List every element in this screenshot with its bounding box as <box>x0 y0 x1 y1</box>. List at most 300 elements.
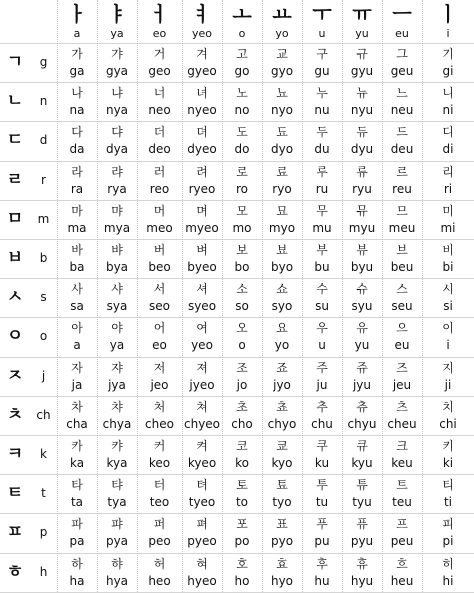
syllable: 댜 <box>111 125 123 140</box>
syllable: 려 <box>196 164 208 179</box>
syllable: 뇨 <box>276 86 288 101</box>
vowel-romanization-yo: yo <box>275 27 289 40</box>
vowel-romanization-yu: yu <box>355 27 369 40</box>
syllable-romanization: ma <box>67 220 87 235</box>
syllable-romanization: kyeo <box>187 456 217 470</box>
syllable-romanization: chya <box>102 416 132 431</box>
vowel-header-o: ㅗ <box>232 3 252 25</box>
syllable-romanization: ku <box>314 456 330 470</box>
syllable-romanization: teo <box>149 495 170 510</box>
syllable: 오 <box>236 321 248 336</box>
syllable: 커 <box>153 439 166 453</box>
vowel-romanization-eo: eo <box>152 27 167 40</box>
syllable: 나 <box>71 86 83 101</box>
syllable-romanization: bi <box>442 260 454 274</box>
syllable-romanization: nya <box>105 103 129 118</box>
syllable-romanization: jya <box>108 377 126 392</box>
syllable-romanization: reo <box>149 181 170 196</box>
syllable-romanization: mo <box>232 220 252 235</box>
syllable-romanization: tyu <box>352 495 372 510</box>
syllable: 튜 <box>356 478 368 493</box>
syllable: 쟈 <box>111 360 123 375</box>
syllable-romanization: keo <box>148 456 171 470</box>
syllable-romanization: ya <box>109 338 125 353</box>
vowel-header-i: ㅣ <box>438 3 458 25</box>
consonant-romanization-d: d <box>39 133 48 148</box>
syllable-romanization: eu <box>394 338 410 353</box>
syllable-romanization: ka <box>69 456 85 470</box>
consonant-romanization-o: o <box>39 329 48 344</box>
syllable-romanization: sya <box>106 299 128 314</box>
syllable: 루 <box>316 164 328 179</box>
syllable-romanization: myo <box>268 220 296 235</box>
syllable: 두 <box>316 125 328 140</box>
syllable-romanization: pu <box>314 534 330 549</box>
syllable-romanization: jeo <box>150 377 169 392</box>
syllable: 유 <box>356 321 368 336</box>
syllable: 뉴 <box>356 86 368 101</box>
syllable: 펴 <box>196 517 208 532</box>
syllable: 누 <box>316 86 328 101</box>
syllable: 죠 <box>276 360 288 375</box>
vowel-header-eu: ㅡ <box>392 3 412 25</box>
syllable-romanization: cheo <box>145 416 174 431</box>
syllable-romanization: ho <box>234 573 250 588</box>
syllable-romanization: kyu <box>351 456 373 470</box>
syllable: 르 <box>396 164 408 179</box>
syllable: 므 <box>396 203 408 218</box>
syllable-romanization: gyu <box>350 64 374 78</box>
syllable: 며 <box>196 203 208 218</box>
syllable-romanization: dyeo <box>187 142 217 157</box>
syllable: 쥬 <box>356 360 368 375</box>
syllable-romanization: gyo <box>270 64 294 78</box>
vowel-header-yo: ㅛ <box>272 3 292 25</box>
syllable-romanization: beu <box>390 260 414 274</box>
row-divider <box>0 82 474 83</box>
row-divider <box>0 239 474 240</box>
vowel-romanization-yeo: yeo <box>191 27 212 40</box>
syllable: 됴 <box>276 125 288 140</box>
syllable: 가 <box>71 47 83 61</box>
consonant-romanization-r: r <box>41 172 46 187</box>
row-divider <box>0 161 474 162</box>
row-divider <box>0 200 474 201</box>
syllable: 피 <box>442 517 454 532</box>
consonant-romanization-t: t <box>41 486 46 501</box>
syllable-romanization: myeo <box>185 220 219 235</box>
syllable-romanization: kyo <box>271 456 293 470</box>
syllable-romanization: hu <box>314 573 330 588</box>
row-divider <box>0 553 474 554</box>
syllable: 묘 <box>276 203 288 218</box>
syllable: 코 <box>236 439 248 453</box>
syllable: 쵸 <box>276 399 288 414</box>
syllable: 티 <box>442 478 454 493</box>
syllable: 카 <box>71 439 83 453</box>
syllable: 허 <box>153 556 166 571</box>
syllable-romanization: pi <box>442 534 454 549</box>
syllable: 리 <box>442 164 454 179</box>
syllable: 퍄 <box>111 517 123 532</box>
syllable-romanization: dyo <box>270 142 294 157</box>
syllable-romanization: do <box>234 142 250 157</box>
syllable: 머 <box>153 203 166 218</box>
syllable: 뵤 <box>276 243 288 257</box>
syllable-romanization: deu <box>390 142 414 157</box>
syllable: 러 <box>153 164 166 179</box>
syllable-romanization: eo <box>152 338 167 353</box>
syllable: 겨 <box>196 47 208 61</box>
syllable: 표 <box>276 517 288 532</box>
syllable-romanization: tyo <box>272 495 292 510</box>
consonant-romanization-j: j <box>41 368 46 383</box>
consonant-d: ㄷ <box>6 130 24 151</box>
syllable-romanization: ru <box>315 181 329 196</box>
syllable: 히 <box>442 556 454 571</box>
syllable-romanization: chyu <box>347 416 377 431</box>
syllable-romanization: chyo <box>267 416 297 431</box>
syllable: 쿠 <box>316 439 328 453</box>
syllable: 슈 <box>356 282 368 297</box>
syllable: 효 <box>276 556 288 571</box>
syllable: 파 <box>71 517 83 532</box>
consonant-romanization-n: n <box>39 94 48 109</box>
syllable-romanization: teu <box>392 495 412 510</box>
syllable: 냐 <box>111 86 123 101</box>
syllable: 탸 <box>111 478 123 493</box>
row-divider <box>0 357 474 358</box>
syllable: 휴 <box>356 556 368 571</box>
syllable-romanization: byu <box>350 260 374 274</box>
syllable-romanization: tya <box>107 495 127 510</box>
syllable: 조 <box>236 360 248 375</box>
syllable-romanization: chyeo <box>183 416 221 431</box>
syllable-romanization: keu <box>391 456 413 470</box>
consonant-m: ㅁ <box>6 208 24 229</box>
syllable: 뮤 <box>356 203 368 218</box>
syllable: 브 <box>396 243 408 257</box>
syllable-romanization: hya <box>105 573 129 588</box>
syllable: 라 <box>71 164 83 179</box>
syllable: 너 <box>153 86 166 101</box>
syllable: 드 <box>396 125 408 140</box>
syllable-romanization: a <box>73 338 81 353</box>
consonant-j: ㅈ <box>6 365 24 386</box>
syllable: 지 <box>442 360 454 375</box>
syllable-romanization: ro <box>235 181 248 196</box>
syllable-romanization: jo <box>236 377 248 392</box>
syllable-romanization: o <box>238 338 246 353</box>
syllable: 혀 <box>196 556 208 571</box>
vowel-header-yeo: ㅕ <box>192 3 212 25</box>
syllable-romanization: nyeo <box>187 103 217 118</box>
consonant-k: ㅋ <box>6 444 24 464</box>
syllable-romanization: nyo <box>270 103 294 118</box>
syllable-romanization: byo <box>270 260 294 274</box>
syllable-romanization: peu <box>390 534 414 549</box>
syllable: 처 <box>153 399 166 414</box>
consonant-p: ㅍ <box>6 522 24 543</box>
syllable-romanization: ni <box>442 103 454 118</box>
consonant-romanization-b: b <box>39 251 48 265</box>
syllable: 류 <box>356 164 368 179</box>
row-divider <box>0 43 474 44</box>
syllable-romanization: reu <box>392 181 412 196</box>
syllable-romanization: ga <box>69 64 85 78</box>
syllable: 쿄 <box>276 439 288 453</box>
consonant-b: ㅂ <box>6 248 24 268</box>
syllable: 켜 <box>196 439 208 453</box>
syllable-romanization: po <box>234 534 250 549</box>
syllable-romanization: yo <box>274 338 290 353</box>
syllable: 토 <box>236 478 248 493</box>
syllable: 거 <box>153 47 166 61</box>
vowel-romanization-i: i <box>446 27 450 40</box>
syllable: 벼 <box>196 243 208 257</box>
syllable: 갸 <box>111 47 123 61</box>
syllable: 랴 <box>111 164 123 179</box>
syllable-romanization: tyeo <box>188 495 216 510</box>
syllable: 로 <box>236 164 248 179</box>
syllable-romanization: cheu <box>387 416 417 431</box>
syllable-romanization: syu <box>351 299 373 314</box>
syllable-romanization: ba <box>69 260 85 274</box>
syllable: 하 <box>71 556 83 571</box>
syllable-romanization: na <box>69 103 85 118</box>
consonant-t: ㅌ <box>6 483 24 504</box>
syllable: 퍼 <box>153 517 166 532</box>
syllable-romanization: ra <box>70 181 84 196</box>
syllable-romanization: deo <box>148 142 171 157</box>
syllable-romanization: bya <box>105 260 129 274</box>
consonant-g: ㄱ <box>6 52 24 72</box>
row-divider <box>0 278 474 279</box>
syllable-romanization: nu <box>314 103 330 118</box>
syllable-romanization: beo <box>148 260 171 274</box>
syllable: 져 <box>196 360 208 375</box>
row-divider <box>0 121 474 122</box>
vowel-header-u: ㅜ <box>312 3 332 25</box>
syllable: 츄 <box>356 399 368 414</box>
syllable: 포 <box>236 517 248 532</box>
syllable: 도 <box>236 125 248 140</box>
consonant-s: ㅅ <box>6 287 24 308</box>
consonant-romanization-p: p <box>39 525 48 540</box>
syllable-romanization: pyeo <box>187 534 217 549</box>
syllable: 여 <box>196 321 208 336</box>
syllable: 캬 <box>111 439 123 453</box>
syllable: 이 <box>442 321 454 336</box>
syllable-romanization: mu <box>312 220 332 235</box>
row-divider <box>0 317 474 318</box>
syllable: 규 <box>356 47 368 61</box>
syllable-romanization: u <box>318 338 326 353</box>
syllable-romanization: ja <box>71 377 83 392</box>
syllable-romanization: jyeo <box>189 377 215 392</box>
syllable: 모 <box>236 203 248 218</box>
syllable-romanization: byeo <box>187 260 217 274</box>
syllable: 느 <box>396 86 408 101</box>
syllable-romanization: pya <box>105 534 129 549</box>
syllable-romanization: hyu <box>350 573 374 588</box>
vowel-header-eo: ㅓ <box>149 3 170 25</box>
syllable-romanization: neu <box>390 103 414 118</box>
syllable-romanization: rya <box>107 181 127 196</box>
syllable: 어 <box>153 321 166 336</box>
syllable-romanization: sa <box>70 299 84 314</box>
syllable-romanization: heo <box>148 573 171 588</box>
syllable-romanization: syo <box>271 299 293 314</box>
row-divider <box>0 396 474 397</box>
syllable: 보 <box>236 243 248 257</box>
vowel-header-yu: ㅠ <box>352 3 372 25</box>
syllable-romanization: si <box>443 299 453 314</box>
syllable: 호 <box>236 556 248 571</box>
vowel-romanization-a: a <box>73 27 81 40</box>
syllable: 기 <box>442 47 454 61</box>
syllable-romanization: pa <box>69 534 85 549</box>
syllable-romanization: bu <box>314 260 330 274</box>
syllable: 으 <box>396 321 408 336</box>
syllable-romanization: mya <box>103 220 131 235</box>
syllable: 스 <box>396 282 408 297</box>
syllable: 푸 <box>316 517 328 532</box>
syllable: 시 <box>442 282 454 297</box>
syllable: 서 <box>153 282 166 297</box>
syllable: 키 <box>442 439 454 453</box>
consonant-romanization-s: s <box>40 290 47 305</box>
vowel-header-ya: ㅑ <box>107 3 127 25</box>
syllable-romanization: da <box>69 142 85 157</box>
syllable: 터 <box>153 478 166 493</box>
syllable: 교 <box>276 47 288 61</box>
syllable-romanization: ryeo <box>188 181 216 196</box>
syllable-romanization: ryu <box>352 181 372 196</box>
syllable-romanization: myu <box>348 220 376 235</box>
consonant-n: ㄴ <box>6 91 24 112</box>
syllable-romanization: jeu <box>392 377 412 392</box>
syllable-romanization: cha <box>66 416 88 431</box>
syllable-romanization: ha <box>69 573 85 588</box>
syllable: 후 <box>316 556 328 571</box>
syllable-romanization: ti <box>443 495 453 510</box>
syllable-romanization: meo <box>146 220 173 235</box>
syllable-romanization: to <box>235 495 249 510</box>
syllable: 녀 <box>196 86 208 101</box>
syllable-romanization: gyeo <box>187 64 217 78</box>
syllable-romanization: bo <box>234 260 250 274</box>
syllable-romanization: chi <box>439 416 457 431</box>
syllable-romanization: su <box>315 299 329 314</box>
syllable-romanization: du <box>314 142 330 157</box>
syllable-romanization: ri <box>443 181 453 196</box>
syllable: 아 <box>71 321 83 336</box>
syllable-romanization: hyeo <box>187 573 217 588</box>
syllable: 소 <box>236 282 248 297</box>
syllable-romanization: seu <box>391 299 413 314</box>
syllable-romanization: dya <box>105 142 129 157</box>
syllable-romanization: heu <box>390 573 414 588</box>
syllable: 부 <box>316 243 328 257</box>
syllable-romanization: geu <box>390 64 414 78</box>
syllable: 수 <box>316 282 328 297</box>
syllable: 뷰 <box>356 243 368 257</box>
syllable-romanization: yu <box>354 338 370 353</box>
syllable: 고 <box>236 47 248 61</box>
syllable: 흐 <box>396 556 408 571</box>
syllable-romanization: ji <box>444 377 452 392</box>
syllable-romanization: gu <box>314 64 330 78</box>
syllable-romanization: peo <box>148 534 171 549</box>
syllable: 챠 <box>111 399 123 414</box>
syllable: 주 <box>316 360 328 375</box>
syllable-romanization: pyo <box>270 534 294 549</box>
vowel-romanization-eu: eu <box>395 27 409 40</box>
syllable: 사 <box>71 282 83 297</box>
syllable-romanization: i <box>446 338 450 353</box>
syllable: 저 <box>153 360 166 375</box>
syllable-romanization: meu <box>388 220 416 235</box>
consonant-h: ㅎ <box>6 561 24 582</box>
syllable-romanization: nyu <box>350 103 374 118</box>
syllable-romanization: neo <box>148 103 171 118</box>
syllable: 다 <box>71 125 83 140</box>
syllable: 햐 <box>111 556 123 571</box>
consonant-romanization-k: k <box>40 447 47 461</box>
syllable-romanization: yeo <box>191 338 213 353</box>
syllable-romanization: kya <box>106 456 128 470</box>
row-divider <box>0 474 474 475</box>
syllable-romanization: pyu <box>350 534 374 549</box>
syllable: 무 <box>316 203 328 218</box>
syllable-romanization: ta <box>70 495 84 510</box>
syllable-romanization: no <box>234 103 250 118</box>
syllable-romanization: dyu <box>350 142 374 157</box>
syllable: 우 <box>316 321 328 336</box>
syllable: 요 <box>276 321 288 336</box>
syllable-romanization: ju <box>316 377 328 392</box>
syllable-romanization: cho <box>231 416 253 431</box>
vowel-header-a: ㅏ <box>67 3 87 25</box>
syllable: 트 <box>396 478 408 493</box>
syllable-romanization: geo <box>148 64 171 78</box>
syllable: 구 <box>316 47 328 61</box>
syllable: 샤 <box>111 282 123 297</box>
syllable: 추 <box>316 399 328 414</box>
syllable-romanization: chu <box>311 416 333 431</box>
syllable: 노 <box>236 86 248 101</box>
syllable: 타 <box>71 478 83 493</box>
row-divider <box>0 435 474 436</box>
consonant-romanization-m: m <box>37 211 50 226</box>
syllable: 마 <box>71 203 83 218</box>
syllable: 툐 <box>276 478 288 493</box>
syllable-romanization: syeo <box>187 299 217 314</box>
consonant-ch: ㅊ <box>6 404 24 425</box>
syllable: 바 <box>71 243 83 257</box>
syllable-romanization: jyu <box>352 377 372 392</box>
syllable-romanization: gya <box>105 64 129 78</box>
syllable-romanization: mi <box>440 220 456 235</box>
syllable-romanization: so <box>235 299 249 314</box>
syllable: 즈 <box>396 360 408 375</box>
syllable: 프 <box>396 517 408 532</box>
syllable: 치 <box>442 399 454 414</box>
syllable-romanization: gi <box>442 64 454 78</box>
syllable: 츠 <box>396 399 408 414</box>
syllable-romanization: ko <box>235 456 249 470</box>
